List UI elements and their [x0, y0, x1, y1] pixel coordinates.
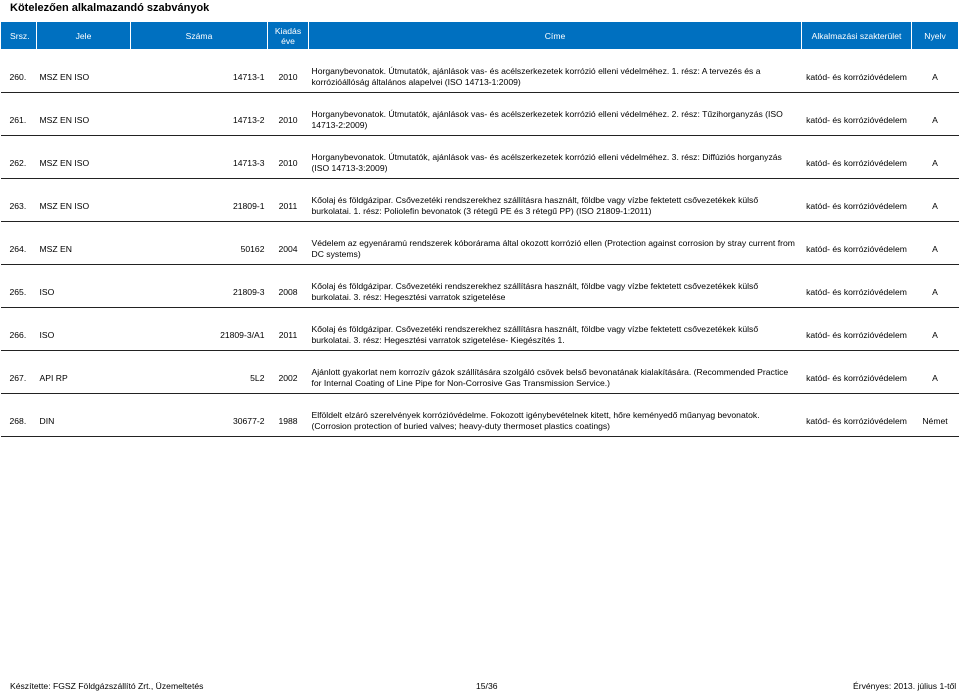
cell-nyelv: A — [912, 320, 959, 351]
cell-alkalmazasi: katód- és korrózióvédelem — [802, 277, 912, 308]
col-header-jele: Jele — [37, 22, 131, 50]
cell-szama: 21809-3 — [131, 277, 268, 308]
table-row — [1, 62, 959, 93]
document-title: Kötelezően alkalmazandó szabványok — [10, 2, 210, 14]
row-spacer-cell — [1, 93, 959, 106]
cell-kiadas-eve: 2010 — [268, 148, 309, 179]
cell-nyelv: A — [912, 277, 959, 308]
cell-srsz: 261. — [1, 105, 37, 136]
cell-jele: MSZ EN ISO — [37, 148, 131, 179]
footer-validity: Érvényes: 2013. július 1-től — [853, 681, 957, 691]
cell-szama: 21809-3/A1 — [131, 320, 268, 351]
cell-nyelv: A — [912, 148, 959, 179]
row-spacer-cell — [1, 222, 959, 235]
cell-jele: MSZ EN — [37, 234, 131, 265]
cell-szama: 30677-2 — [131, 406, 268, 437]
cell-kiadas-eve: 2010 — [268, 105, 309, 136]
cell-kiadas-eve: 2002 — [268, 363, 309, 394]
row-spacer — [1, 50, 959, 63]
cell-cime: Horganybevonatok. Útmutatók, ajánlások vas- és acélszerkezetek korrózió elleni védelméhez. 3. rész: Diffúziós horganyzás (ISO 14713-3:2009) — [309, 148, 802, 179]
footer-author: Készítette: FGSZ Földgázszállító Zrt., Üzemeltetés — [10, 681, 204, 691]
row-spacer — [1, 179, 959, 192]
cell-alkalmazasi: katód- és korrózióvédelem — [802, 234, 912, 265]
row-spacer-cell — [1, 351, 959, 364]
cell-alkalmazasi: katód- és korrózióvédelem — [802, 363, 912, 394]
cell-cime: Kőolaj és földgázipar. Csővezetéki rendszerekhez szállításra használt, földbe vagy vízbe fektetett csővezetékek külső burkolatai. 3. rész: Hegesztési varratok szigetelése — [309, 277, 802, 308]
cell-srsz: 268. — [1, 406, 37, 437]
cell-kiadas-eve: 1988 — [268, 406, 309, 437]
cell-alkalmazasi: katód- és korrózióvédelem — [802, 148, 912, 179]
cell-cime: Védelem az egyenáramú rendszerek kóboráramа által okozott korrózió ellen (Protection against corrosion by stray current from DC systems) — [309, 234, 802, 265]
cell-szama: 14713-2 — [131, 105, 268, 136]
cell-nyelv: A — [912, 363, 959, 394]
row-spacer-cell — [1, 394, 959, 407]
col-header-szama: Száma — [131, 22, 268, 50]
cell-jele: MSZ EN ISO — [37, 62, 131, 93]
table-row — [1, 105, 959, 136]
row-spacer — [1, 93, 959, 106]
cell-kiadas-eve: 2011 — [268, 320, 309, 351]
col-header-nyelv: Nyelv — [912, 22, 959, 50]
cell-kiadas-eve: 2011 — [268, 191, 309, 222]
cell-srsz: 263. — [1, 191, 37, 222]
cell-srsz: 267. — [1, 363, 37, 394]
cell-nyelv: A — [912, 234, 959, 265]
cell-alkalmazasi: katód- és korrózióvédelem — [802, 191, 912, 222]
table-row — [1, 277, 959, 308]
row-spacer — [1, 394, 959, 407]
row-spacer — [1, 308, 959, 321]
cell-szama: 21809-1 — [131, 191, 268, 222]
cell-alkalmazasi: katód- és korrózióvédelem — [802, 320, 912, 351]
col-header-cime: Címe — [309, 22, 802, 50]
row-spacer-cell — [1, 50, 959, 63]
row-spacer-cell — [1, 308, 959, 321]
cell-nyelv: A — [912, 191, 959, 222]
cell-kiadas-eve: 2010 — [268, 62, 309, 93]
col-header-alkalmazasi: Alkalmazási szakterület — [802, 22, 912, 50]
cell-kiadas-eve: 2004 — [268, 234, 309, 265]
cell-alkalmazasi: katód- és korrózióvédelem — [802, 105, 912, 136]
cell-szama: 50162 — [131, 234, 268, 265]
cell-nyelv: A — [912, 62, 959, 93]
cell-cime: Horganybevonatok. Útmutatók, ajánlások vas- és acélszerkezetek korrózió elleni védelméhez. 1. rész: A tervezés és a korrózióállóság általános alapelvei (ISO 14713-1:2009) — [309, 62, 802, 93]
table-row — [1, 234, 959, 265]
cell-jele: ISO — [37, 320, 131, 351]
cell-srsz: 266. — [1, 320, 37, 351]
col-header-kiadas-eve — [268, 22, 309, 50]
cell-cime: Ajánlott gyakorlat nem korrozív gázok szállítására szolgáló csövek belső bevonatának kialakítására. (Recommended Practice for Internal Coating of Line Pipe for Non-Corrosive Gas Transmission Service.) — [309, 363, 802, 394]
cell-jele: MSZ EN ISO — [37, 191, 131, 222]
cell-srsz: 260. — [1, 62, 37, 93]
table-row — [1, 363, 959, 394]
row-spacer-cell — [1, 136, 959, 149]
row-spacer-cell — [1, 179, 959, 192]
cell-srsz: 262. — [1, 148, 37, 179]
row-spacer — [1, 265, 959, 278]
cell-jele: API RP — [37, 363, 131, 394]
row-spacer — [1, 222, 959, 235]
cell-jele: MSZ EN ISO — [37, 105, 131, 136]
table-row — [1, 406, 959, 437]
cell-cime: Kőolaj és földgázipar. Csővezetéki rendszerekhez szállításra használt, földbe vagy vízbe fektetett csővezetékek külső burkolatai. 3. rész: Hegesztési varratok szigetelése- Kiegészítés 1. — [309, 320, 802, 351]
cell-szama: 14713-3 — [131, 148, 268, 179]
col-header-eve: éve — [281, 35, 295, 46]
cell-jele: DIN — [37, 406, 131, 437]
table-row — [1, 191, 959, 222]
standards-table — [0, 21, 959, 437]
row-spacer — [1, 351, 959, 364]
col-header-srsz: Srsz. — [1, 22, 37, 50]
cell-nyelv: Német — [912, 406, 959, 437]
table-row — [1, 320, 959, 351]
row-spacer — [1, 136, 959, 149]
cell-alkalmazasi: katód- és korrózióvédelem — [802, 406, 912, 437]
cell-cime: Elföldelt elzáró szerelvények korrózióvédelme. Fokozott igénybevételnek kitett, hőre keményedő műanyag bevonatok.(Corrosion protection of buried valves; heavy-duty thermoset plastics coatings) — [309, 406, 802, 437]
row-spacer-cell — [1, 265, 959, 278]
cell-nyelv: A — [912, 105, 959, 136]
cell-szama: 5L2 — [131, 363, 268, 394]
cell-jele: ISO — [37, 277, 131, 308]
cell-alkalmazasi: katód- és korrózióvédelem — [802, 62, 912, 93]
cell-kiadas-eve: 2008 — [268, 277, 309, 308]
cell-srsz: 265. — [1, 277, 37, 308]
cell-cime: Horganybevonatok. Útmutatók, ajánlások vas- és acélszerkezetek korrózió elleni védelméhez. 2. rész: Tűzihorganyzás (ISO 14713-2:2009) — [309, 105, 802, 136]
cell-szama: 14713-1 — [131, 62, 268, 93]
table-header-row — [1, 22, 959, 50]
col-header-kiadas: Kiadás — [274, 25, 302, 36]
cell-srsz: 264. — [1, 234, 37, 265]
cell-cime: Kőolaj és földgázipar. Csővezetéki rendszerekhez szállításra használt, földbe vagy vízbe fektetett csővezetékek külső burkolatai. 1. rész: Poliolefin bevonatok (3 rétegű PE és 3 rétegű PP) (ISO 21809-1:2011) — [309, 191, 802, 222]
table-row — [1, 148, 959, 179]
footer-page-number: 15/36 — [476, 681, 498, 691]
